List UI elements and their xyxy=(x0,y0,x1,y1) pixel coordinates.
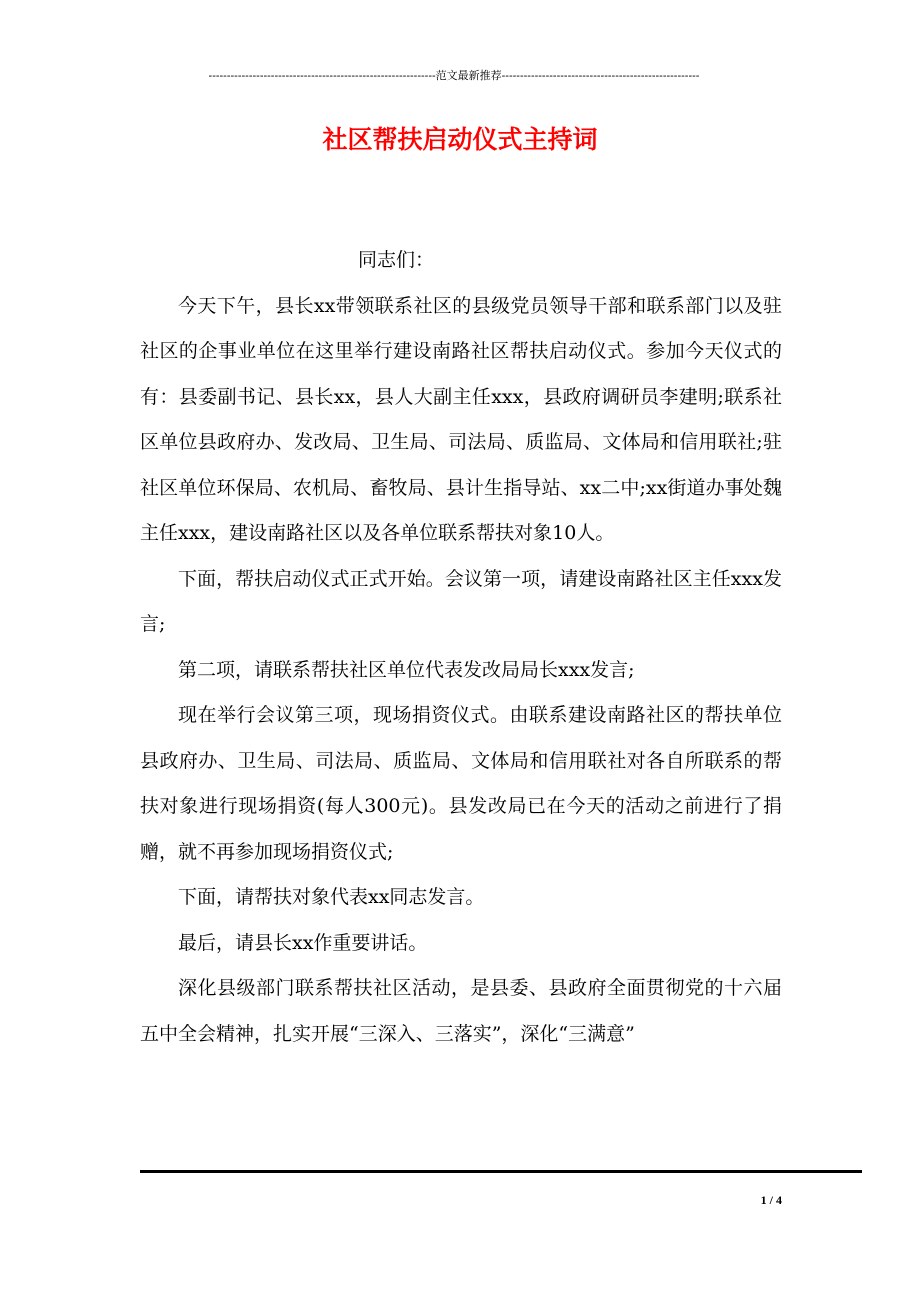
paragraph-final-speech: 最后，请县长xx作重要讲话。 xyxy=(178,931,428,954)
document-title: 社区帮扶启动仪式主持词 xyxy=(322,125,598,154)
paragraph-closing: 深化县级部门联系帮扶社区活动，是县委、县政府全面贯彻党的十六届五中全会精神，扎实开展“三深入、三落实”，深化“三满意” xyxy=(140,977,782,1045)
page-header-banner: --------------------------------------------------------------范文最新推荐------------------------------------------------------ xyxy=(208,70,700,82)
paragraph-item-three: 现在举行会议第三项，现场捐资仪式。由联系建设南路社区的帮扶单位县政府办、卫生局、司法局、质监局、文体局和信用联社对各自所联系的帮扶对象进行现场捐资(每人300元)。县发改局已在今天的活动之前进行了捐赠，就不再参加现场捐资仪式; xyxy=(140,704,782,863)
paragraph-item-one: 下面，帮扶启动仪式正式开始。会议第一项，请建设南路社区主任xxx发言; xyxy=(140,567,782,635)
document-body xyxy=(140,238,782,1057)
paragraph-item-two: 第二项，请联系帮扶社区单位代表发改局局长xxx发言; xyxy=(178,658,635,681)
footer-divider xyxy=(140,1170,862,1173)
paragraph-attendees: 今天下午，县长xx带领联系社区的县级党员领导干部和联系部门以及驻社区的企事业单位在这里举行建设南路社区帮扶启动仪式。参加今天仪式的有：县委副书记、县长xx，县人大副主任xxx，县政府调研员李建明;联系社区单位县政府办、发改局、卫生局、司法局、质监局、文体局和信用联社;驻社区单位环保局、农机局、畜牧局、县计生指导站、xx二中;xx街道办事处魏主任xxx，建设南路社区以及各单位联系帮扶对象10人。 xyxy=(140,294,782,544)
paragraph-representative: 下面，请帮扶对象代表xx同志发言。 xyxy=(178,886,485,908)
page-number: 1 / 4 xyxy=(760,1193,782,1207)
salutation: 同志们： xyxy=(358,249,435,271)
